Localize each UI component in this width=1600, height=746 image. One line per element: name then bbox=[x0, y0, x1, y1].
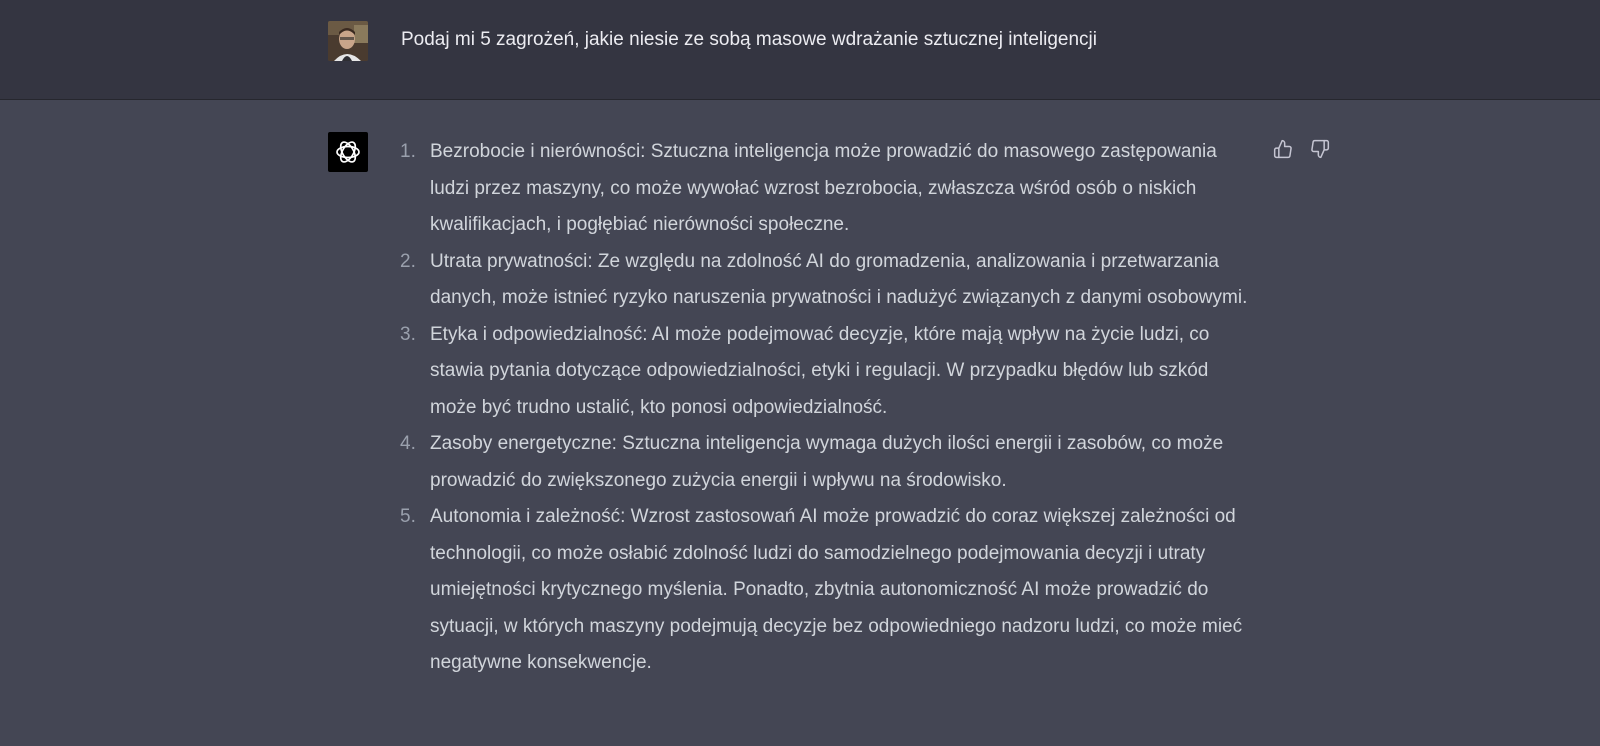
list-item bbox=[400, 499, 1260, 682]
list-item bbox=[400, 134, 1260, 244]
list-item-text: Utrata prywatności: Ze względu na zdolność AI do gromadzenia, analizowania i przetwarzania danych, może istnieć ryzyko naruszenia prywatności i nadużyć związanych z danymi osobowymi. bbox=[430, 250, 1248, 308]
user-message-row bbox=[0, 0, 1600, 100]
user-photo-icon bbox=[328, 21, 368, 61]
assistant-avatar bbox=[328, 132, 368, 172]
thumbs-down-icon bbox=[1310, 139, 1330, 159]
list-item-number: 2. bbox=[400, 250, 416, 272]
thumbs-up-icon bbox=[1273, 139, 1293, 159]
list-item bbox=[400, 317, 1260, 427]
list-item-number: 5. bbox=[400, 506, 416, 527]
thumbs-up-button[interactable] bbox=[1270, 136, 1296, 162]
list-item-number: 1. bbox=[400, 141, 416, 162]
list-item bbox=[400, 426, 1260, 499]
list-item-text: Bezrobocie i nierówności: Sztuczna inteligencja może prowadzić do masowego zastępowania ludzi przez maszyny, co może wywołać wzrost bezrobocia, zwłaszcza wśród osób o niskich kwalifikacjach, i pogłębiać nierówności społeczne. bbox=[430, 141, 1217, 235]
thumbs-down-button[interactable] bbox=[1307, 136, 1333, 162]
user-message-text: Podaj mi 5 zagrożeń, jakie niesie ze sobą masowe wdrażanie sztucznej inteligencji bbox=[401, 29, 1097, 50]
list-item bbox=[400, 244, 1260, 317]
openai-logo-icon bbox=[334, 138, 362, 166]
answer-list bbox=[400, 134, 1260, 682]
list-item-text: Etyka i odpowiedzialność: AI może podejmować decyzje, które mają wpływ na życie ludzi, co stawia pytania dotyczące odpowiedzialności, etyki i regulacji. W przypadku błędów lub szkód może być trudno ustalić, kto ponosi odpowiedzialność. bbox=[430, 323, 1210, 418]
user-avatar bbox=[328, 21, 368, 61]
list-item-text: Autonomia i zależność: Wzrost zastosowań AI może prowadzić do coraz większej zależności od technologii, co może osłabić zdolność ludzi do samodzielnego podejmowania decyzji i utraty umiejętności krytycznego myślenia. Ponadto, zbytnia autonomiczność AI może prowadzić do sytuacji, w których maszyny podejmują decyzje bez odpowiedniego nadzoru ludzi, co może mieć negatywne konsekwencje. bbox=[430, 506, 1243, 673]
list-item-number: 3. bbox=[400, 323, 416, 345]
list-item-number: 4. bbox=[400, 433, 416, 454]
list-item-text: Zasoby energetyczne: Sztuczna inteligencja wymaga dużych ilości energii i zasobów, co może prowadzić do zwiększonego zużycia energii i wpływu na środowisko. bbox=[430, 433, 1224, 491]
assistant-message-row bbox=[0, 100, 1600, 746]
